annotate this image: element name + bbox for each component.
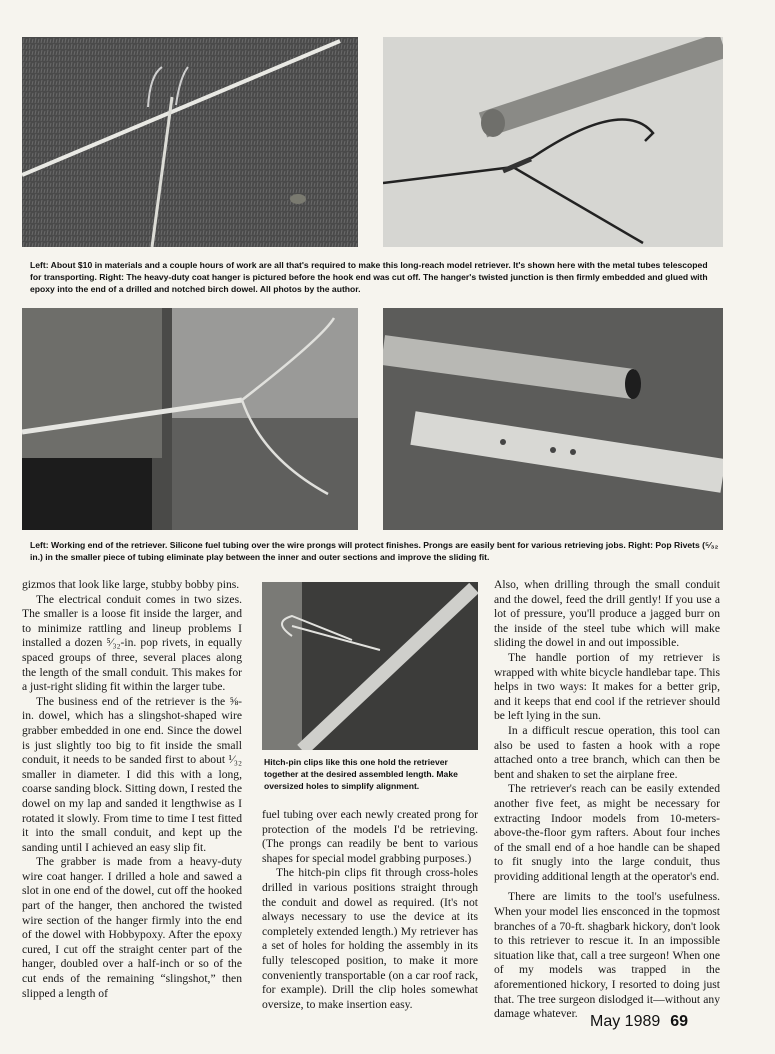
paragraph: fuel tubing over each newly created prong for protection of the models I'd be retrieving. (The prongs can readily be bent to various shapes for special model grabbing purposes.): [262, 808, 478, 865]
photo-pop-rivets: [383, 308, 723, 530]
photo-retriever-on-grass: [22, 37, 358, 247]
photo-working-end: [22, 308, 358, 530]
page-number: 69: [670, 1013, 689, 1030]
caption-inline: Hitch-pin clips like this one hold the retriever together at the desired assembled length. Make oversized holes to simplify alignment.: [264, 757, 458, 791]
paragraph: The electrical conduit comes in two sizes. The smaller is a loose fit inside the larger, and to minimize rattling and lineup problems I installed a dozen ⁵⁄₃₂-in. pop rivets, in equally spaced groups of three, several places along the length of the small conduit. This makes for a just-right sliding fit within the larger tube.: [22, 592, 242, 694]
paragraph: The handle portion of my retriever is wrapped with white bicycle handlebar tape. This helps in two ways: It makes for a better grip, and it keeps that end cool if the retriever should be left lying in the sun.: [494, 650, 720, 723]
paragraph: The hitch-pin clips fit through cross-holes drilled in various positions straight through the conduit and dowel as required. (It's not always necessary to use the device at its completely extended length.) My retriever has a set of holes for holding the assembly in its fully telescoped position, to make it more conveniently transportable (on a car roof rack, for example). Drill the clip holes somewhat oversize, to make insertion easy.: [262, 866, 478, 1011]
article-column-3: [494, 578, 720, 1022]
paragraph: In a difficult rescue operation, this tool can also be used to fasten a hook with a rope attached onto a tree branch, which can then be bent and shaken to set the airplane free.: [494, 723, 720, 781]
photo-coat-hanger-dowel: [383, 37, 723, 247]
photo-hitch-pin-clip: [262, 582, 478, 750]
issue-date: May 1989: [590, 1013, 661, 1030]
paragraph: The retriever's reach can be easily extended another five feet, as might be necessary for extracting Indoor models from 10-meters-above-the-floor gym rafters. About four inches of the small end of a hoe handle can be shaped to fit snugly into the large conduit, thus providing additional length at the operator's end.: [494, 782, 720, 883]
article-column-2: [262, 808, 478, 1012]
caption-top: Left: About $10 in materials and a couple hours of work are all that's required to make this long-reach model retriever. It's shown here with the metal tubes telescoped for transporting. Right: The heavy-duty coat hanger is pictured before the hook end was cut off. The hanger's twisted junction is then firmly embedded and glued with epoxy into the end of a drilled and notched birch dowel. All photos by the author.: [30, 260, 708, 294]
caption-middle: Left: Working end of the retriever. Silicone fuel tubing over the wire prongs will protect finishes. Prongs are easily bent for various retrieving jobs. Right: Pop Rivets (⁵⁄₃₂ in.) in the smaller piece of tubing eliminate play between the inner and outer sections and improve the sliding fit.: [30, 540, 719, 562]
article-column-1: [22, 578, 242, 1001]
paragraph: Also, when drilling through the small conduit and the dowel, feed the drill gently! If you use a lot of pressure, you'll produce a jagged burr on the inside of the steel tube which will make sliding the dowel in and out impossible.: [494, 578, 720, 650]
paragraph: gizmos that look like large, stubby bobby pins.: [22, 578, 240, 591]
paragraph: The grabber is made from a heavy-duty wire coat hanger. I drilled a hole and sawed a slot in one end of the dowel, cut off the hooked part of the hanger, then anchored the twisted wire section of the hanger firmly into the end of the dowel with Hobbypoxy. After the epoxy cured, I cut off the straight center part of the hanger, doubled over a half-inch or so of the cut ends of the remaining “slingshot,” then slipped a length of: [22, 855, 242, 1000]
paragraph: There are limits to the tool's usefulness. When your model lies ensconced in the topmost branches of a 70-ft. shagbark hickory, don't look to this retriever to rescue it. In an impossible situation like that, call a tree surgeon! When one of my models was trapped in the aforementioned hickory, I resorted to doing just that. The tree surgeon dislodged it—without any damage whatever.: [494, 890, 720, 1021]
paragraph: The business end of the retriever is the ⅝-in. dowel, which has a slingshot-shaped wire grabber embedded in one end. Since the dowel is just slightly too big to fit inside the small conduit, it needs to be sanded first to about ¹⁄₃₂ smaller in diameter. I did this with a long, coarse sanding block. Sitting down, I rested the dowel on my lap and sanded it lengthwise as I rotated it slowly. From time to time I test fitted it into the small conduit, and kept up the sanding until I achieved an easy slip fit.: [22, 694, 242, 854]
page-folio: [590, 1013, 688, 1031]
